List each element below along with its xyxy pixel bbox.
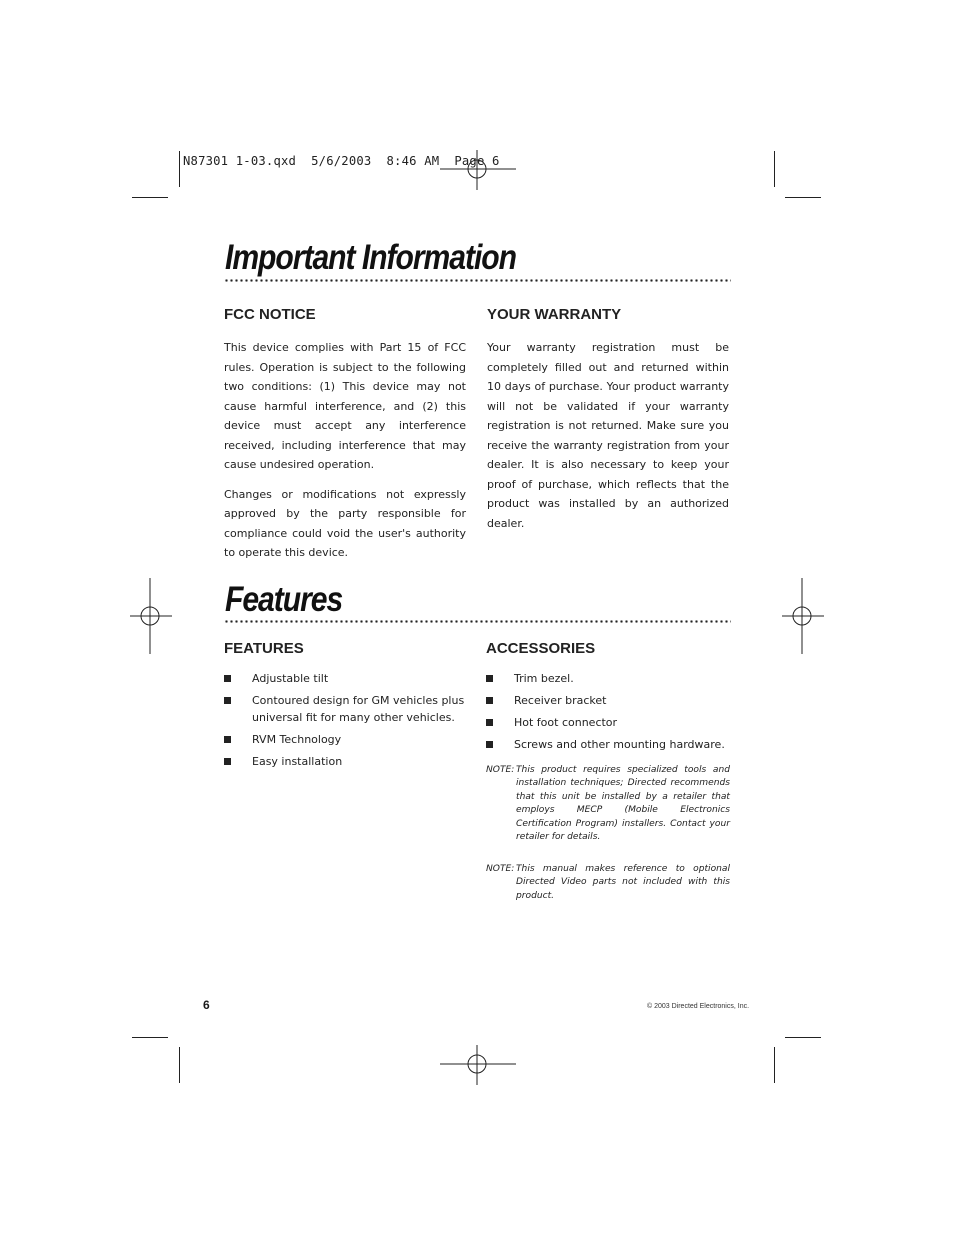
accessory-text: Trim bezel. <box>514 672 574 685</box>
bullet-square-icon <box>486 675 493 682</box>
accessories-list <box>486 670 730 753</box>
registration-mark <box>130 578 172 654</box>
note-block <box>486 863 730 903</box>
page-number: 6 <box>203 998 210 1012</box>
accessory-text: Receiver bracket <box>514 694 607 707</box>
accessories-heading: ACCESSORIES <box>486 640 596 657</box>
note-label: NOTE: <box>486 765 515 775</box>
features-heading: FEATURES <box>224 640 304 657</box>
features-list <box>224 670 468 770</box>
bullet-square-icon <box>486 719 493 726</box>
title-dotted-rule <box>224 279 731 282</box>
list-item <box>224 670 468 687</box>
bullet-square-icon <box>224 758 231 765</box>
crop-mark <box>785 197 821 198</box>
note-text: This manual makes reference to optional Directed Video parts not included with this product. <box>516 864 730 901</box>
registration-mark <box>782 578 824 654</box>
crop-mark <box>179 1047 180 1083</box>
feature-text: Easy installation <box>252 755 343 768</box>
your-warranty-body <box>487 338 729 533</box>
list-item <box>486 692 730 709</box>
list-item <box>486 736 730 753</box>
warranty-paragraph: Your warranty registration must be completely filled out and returned within 10 days of purchase. Your product warranty will not be validated if your warranty registration is not returned. Make sure you receive the warranty registration from your dealer. It is also necessary to keep your proof of purchase, which reflects that the product was installed by an authorized dealer. <box>487 341 729 530</box>
your-warranty-heading: YOUR WARRANTY <box>487 306 622 323</box>
feature-text: Contoured design for GM vehicles plus universal fit for many other vehicles. <box>252 694 465 724</box>
crop-mark <box>774 151 775 187</box>
note-text: This product requires specialized tools and installation techniques; Directed recommends that this unit be installed by a retailer that employs MECP (Mobile Electronics Certification Program) installers. Contact your retailer for details. <box>516 765 730 843</box>
bullet-square-icon <box>486 697 493 704</box>
bullet-square-icon <box>486 741 493 748</box>
printer-slug: N87301 1-03.qxd 5/6/2003 8:46 AM Page 6 <box>183 154 500 168</box>
list-item <box>486 714 730 731</box>
important-information-title: Important Information <box>225 238 517 277</box>
fcc-notice-paragraph: This device complies with Part 15 of FCC rules. Operation is subject to the following two conditions: (1) This device may not cause harmful interference, and (2) this device must accept any interference received, including interference that may cause undesired operation. <box>224 341 466 471</box>
fcc-notice-heading: FCC NOTICE <box>224 306 316 323</box>
list-item <box>224 692 468 726</box>
accessory-text: Screws and other mounting hardware. <box>514 738 725 751</box>
accessory-text: Hot foot connector <box>514 716 618 729</box>
feature-text: RVM Technology <box>252 733 342 746</box>
list-item <box>224 731 468 748</box>
registration-mark <box>440 1045 516 1085</box>
bullet-square-icon <box>224 736 231 743</box>
features-title: Features <box>225 580 343 619</box>
bullet-square-icon <box>224 675 231 682</box>
fcc-notice-paragraph: Changes or modifications not expressly approved by the party responsible for compliance could void the user's authority to operate this device. <box>224 487 466 559</box>
fcc-notice-body <box>224 338 466 563</box>
title-dotted-rule <box>224 620 731 623</box>
crop-mark <box>132 1037 168 1038</box>
feature-text: Adjustable tilt <box>252 672 329 685</box>
crop-mark <box>179 151 180 187</box>
crop-mark <box>785 1037 821 1038</box>
note-block <box>486 764 730 844</box>
note-label: NOTE: <box>486 864 515 874</box>
list-item <box>486 670 730 687</box>
copyright-notice: © 2003 Directed Electronics, Inc. <box>647 1003 750 1010</box>
crop-mark <box>132 197 168 198</box>
registration-mark <box>440 150 516 190</box>
list-item <box>224 753 468 770</box>
crop-mark <box>774 1047 775 1083</box>
bullet-square-icon <box>224 697 231 704</box>
